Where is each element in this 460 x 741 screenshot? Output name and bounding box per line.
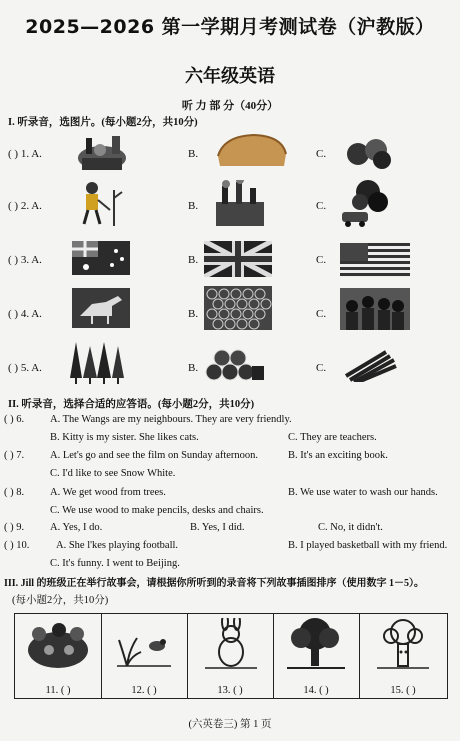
page-title: 2025—2026 第一学期月考测试卷（沪教版） — [25, 16, 435, 38]
car-smoke-icon — [338, 178, 392, 228]
trees-icon — [68, 338, 126, 386]
q2-c-label: C. — [316, 200, 327, 212]
q10-number: ( ) 10. — [4, 540, 30, 551]
q5-number: ( ) 5. A. — [8, 362, 42, 374]
australia-flag-icon — [72, 241, 130, 275]
q7-number: ( ) 7. — [4, 450, 25, 461]
q4-c-label: C. — [316, 308, 327, 320]
boy-planting-tree-icon — [74, 180, 130, 230]
q1-c-label: C. — [316, 148, 327, 160]
plant-and-bird-icon — [113, 622, 175, 670]
story-cell-13 — [187, 614, 274, 698]
q6-option-b: B. Kitty is my sister. She likes cats. — [50, 432, 199, 443]
q10-option-b: B. I played basketball with my friend. — [288, 540, 448, 551]
pencils-icon — [342, 346, 398, 382]
q9-option-b: B. Yes, I did. — [190, 522, 245, 533]
q3-number: ( ) 3. A. — [8, 254, 42, 266]
story-pictures-row — [14, 613, 448, 699]
section3-heading: III. Jill 的班级正在举行故事会，请根据你所听到的录音将下列故事插图排序（使用数字 1－5）。 — [4, 578, 425, 589]
story-cell-12 — [101, 614, 188, 698]
q1-b-label: B. — [188, 148, 199, 160]
part-heading: 听 力 部 分（40分） — [181, 100, 279, 112]
q3-c-label: C. — [316, 254, 327, 266]
q9-option-a: A. Yes, I do. — [50, 522, 103, 533]
q3-b-label: B. — [188, 254, 199, 266]
q7-option-c: C. I'd like to see Snow White. — [50, 468, 176, 479]
q6-option-a: A. The Wangs are my neighbours. They are very friendly. — [50, 414, 292, 425]
story-cell-14 — [273, 614, 360, 698]
section2-heading: II. 听录音，选择合适的应答语。(每小题2分，共10分) — [8, 399, 255, 410]
rabbit-icon — [201, 618, 261, 672]
story-cell-15 — [359, 614, 447, 698]
animals-group-icon — [25, 620, 91, 670]
crowd-icon — [340, 288, 410, 330]
q2-b-label: B. — [188, 200, 199, 212]
q7-option-b: B. It's an exciting book. — [288, 450, 388, 461]
q8-option-a: A. We get wood from trees. — [50, 487, 166, 498]
bread-icon — [214, 132, 288, 170]
dinosaur-museum-icon — [72, 288, 130, 328]
tree-character-icon — [373, 618, 433, 672]
q6-option-c: C. They are teachers. — [288, 432, 377, 443]
section3-note: (每小题2分，共10分) — [12, 595, 109, 606]
uk-flag-icon — [204, 241, 272, 277]
section1-heading: I. 听录音，选图片。(每小题2分，共10分) — [8, 117, 198, 128]
logs-icon — [204, 344, 266, 382]
honeycomb-icon — [204, 286, 272, 330]
story-label-14: 14. ( ) — [303, 685, 329, 696]
q9-number: ( ) 9. — [4, 522, 25, 533]
q6-number: ( ) 6. — [4, 414, 25, 425]
q8-option-b: B. We use water to wash our hands. — [288, 487, 438, 498]
q2-number: ( ) 2. A. — [8, 200, 42, 212]
q7-option-a: A. Let's go and see the film on Sunday afternoon. — [50, 450, 259, 461]
food-bowl-icon — [72, 128, 132, 178]
q8-option-c: C. We use wood to make pencils, desks and chairs. — [50, 505, 264, 516]
q4-number: ( ) 4. A. — [8, 308, 42, 320]
fruit-icon — [344, 136, 394, 170]
q10-option-a: A. She l'kes playing football. — [56, 540, 179, 551]
q5-c-label: C. — [316, 362, 327, 374]
story-cell-11 — [15, 614, 102, 698]
q1-number: ( ) 1. A. — [8, 148, 42, 160]
big-tree-icon — [285, 618, 347, 672]
q10-option-c: C. It's funny. I went to Beijing. — [50, 558, 180, 569]
q8-number: ( ) 8. — [4, 487, 25, 498]
story-label-15: 15. ( ) — [390, 685, 416, 696]
factory-icon — [214, 180, 266, 228]
page-footer: (六英卷三) 第 1 页 — [188, 719, 272, 730]
story-label-13: 13. ( ) — [217, 685, 243, 696]
page-subtitle: 六年级英语 — [185, 66, 275, 87]
q9-option-c: C. No, it didn't. — [318, 522, 383, 533]
story-label-11: 11. ( ) — [45, 685, 71, 696]
usa-flag-icon — [340, 243, 410, 277]
q5-b-label: B. — [188, 362, 199, 374]
story-label-12: 12. ( ) — [131, 685, 157, 696]
q4-b-label: B. — [188, 308, 199, 320]
